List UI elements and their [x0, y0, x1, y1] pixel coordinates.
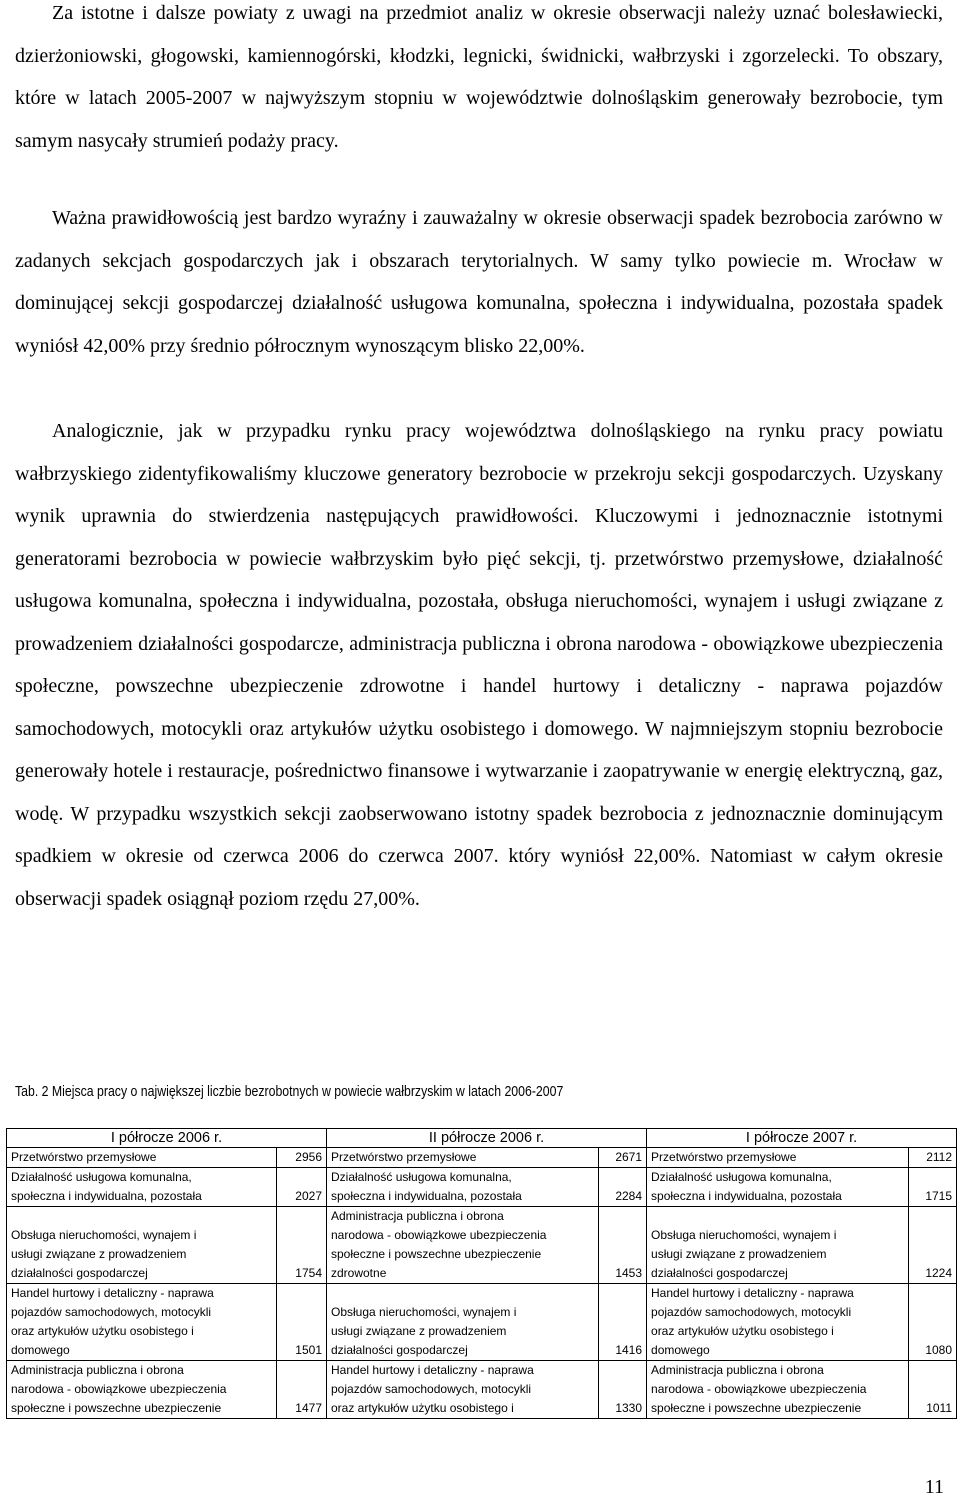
column-header: I półrocze 2007 r.	[647, 1129, 957, 1148]
table-row	[7, 1361, 957, 1419]
column-header: II półrocze 2006 r.	[327, 1129, 647, 1148]
unemployed-count-cell: 1453	[599, 1207, 647, 1284]
table-header-row	[7, 1129, 957, 1148]
sector-name-cell: Administracja publiczna i obrona narodowa - obowiązkowe ubezpieczenia społeczne i powszechne ubezpieczenie zdrowotne	[327, 1207, 599, 1284]
unemployed-count-cell: 1754	[277, 1207, 327, 1284]
unemployed-count-cell: 1330	[599, 1361, 647, 1419]
paragraph-3-text: Analogicznie, jak w przypadku rynku pracy województwa dolnośląskiego na rynku pracy powiatu wałbrzyskiego zidentyfikowaliśmy kluczowe generatory bezrobocie w przekroju sekcji gospodarczych. Uzyskany wynik uprawnia do stwierdzenia następujących prawidłowości. Kluczowymi i jednoznacznie istotnymi generatorami bezrobocia w powiecie wałbrzyskim było pięć sekcji, tj. przetwórstwo przemysłowe, działalność usługowa komunalna, społeczna i indywidualna, pozostała, obsługa nieruchomości, wynajem i usługi związane z prowadzeniem działalności gospodarcze, administracja publiczna i obrona narodowa - obowiązkowe ubezpieczenia społeczne, powszechne ubezpieczenie zdrowotne i handel hurtowy i detaliczny - naprawa pojazdów samochodowych, motocykli oraz artykułów użytku osobistego i domowego. W najmniejszym stopniu bezrobocie generowały hotele i restauracje, pośrednictwo finansowe i wytwarzanie i zaopatrywanie w energię elektryczną, gaz, wodę. W przypadku wszystkich sekcji zaobserwowano istotny spadek bezrobocia z jednoznacznie dominującym spadkiem w okresie od czerwca 2006 do czerwca 2007. który wyniósł 22,00%. Natomiast w całym okresie obserwacji spadek osiągnął poziom rzędu 27,00%.	[15, 420, 943, 910]
unemployed-count-cell: 1477	[277, 1361, 327, 1419]
unemployed-count-cell: 2027	[277, 1168, 327, 1207]
table-row	[7, 1207, 957, 1284]
sector-name-cell: Działalność usługowa komunalna, społeczna i indywidualna, pozostała	[647, 1168, 909, 1207]
sector-name-cell: Przetwórstwo przemysłowe	[7, 1148, 277, 1168]
sector-name-cell: Obsługa nieruchomości, wynajem i usługi związane z prowadzeniem działalności gospodarczej	[7, 1207, 277, 1284]
sector-name-cell: Administracja publiczna i obrona narodowa - obowiązkowe ubezpieczenia społeczne i powszechne ubezpieczenie	[7, 1361, 277, 1419]
unemployed-count-cell: 1416	[599, 1284, 647, 1361]
unemployment-table	[6, 1128, 957, 1419]
sector-name-cell: Handel hurtowy i detaliczny - naprawa pojazdów samochodowych, motocykli oraz artykułów użytku osobistego i domowego	[647, 1284, 909, 1361]
sector-name-cell: Obsługa nieruchomości, wynajem i usługi związane z prowadzeniem działalności gospodarczej	[647, 1207, 909, 1284]
unemployed-count-cell: 2112	[909, 1148, 957, 1168]
sector-name-cell: Przetwórstwo przemysłowe	[327, 1148, 599, 1168]
unemployed-count-cell: 1080	[909, 1284, 957, 1361]
unemployed-count-cell: 1501	[277, 1284, 327, 1361]
table-row	[7, 1148, 957, 1168]
sector-name-cell: Działalność usługowa komunalna, społeczna i indywidualna, pozostała	[7, 1168, 277, 1207]
paragraph-1	[15, 0, 943, 162]
table-row	[7, 1284, 957, 1361]
page-number: 11	[924, 1476, 944, 1498]
sector-name-cell: Obsługa nieruchomości, wynajem i usługi związane z prowadzeniem działalności gospodarczej	[327, 1284, 599, 1361]
unemployed-count-cell: 1224	[909, 1207, 957, 1284]
table-row	[7, 1168, 957, 1207]
sector-name-cell: Handel hurtowy i detaliczny - naprawa pojazdów samochodowych, motocykli oraz artykułów użytku osobistego i	[327, 1361, 599, 1419]
unemployed-count-cell: 1715	[909, 1168, 957, 1207]
table-caption: Tab. 2 Miejsca pracy o największej liczbie bezrobotnych w powiecie wałbrzyskim w latach 2006-2007	[15, 1083, 564, 1100]
sector-name-cell: Działalność usługowa komunalna, społeczna i indywidualna, pozostała	[327, 1168, 599, 1207]
paragraph-2	[15, 197, 943, 367]
sector-name-cell: Administracja publiczna i obrona narodowa - obowiązkowe ubezpieczenia społeczne i powszechne ubezpieczenie	[647, 1361, 909, 1419]
unemployed-count-cell: 2284	[599, 1168, 647, 1207]
paragraph-2-text: Ważna prawidłowością jest bardzo wyraźny i zauważalny w okresie obserwacji spadek bezrobocia zarówno w zadanych sekcjach gospodarczych jak i obszarach terytorialnych. W samy tylko powiecie m. Wrocław w dominującej sekcji gospodarczej działalność usługowa komunalna, społeczna i indywidualna, pozostała spadek wyniósł 42,00% przy średnio półrocznym wynoszącym blisko 22,00%.	[15, 207, 943, 357]
sector-name-cell: Przetwórstwo przemysłowe	[647, 1148, 909, 1168]
sector-name-cell: Handel hurtowy i detaliczny - naprawa pojazdów samochodowych, motocykli oraz artykułów użytku osobistego i domowego	[7, 1284, 277, 1361]
paragraph-3	[15, 410, 943, 920]
column-header: I półrocze 2006 r.	[7, 1129, 327, 1148]
unemployed-count-cell: 2956	[277, 1148, 327, 1168]
unemployed-count-cell: 1011	[909, 1361, 957, 1419]
paragraph-1-text: Za istotne i dalsze powiaty z uwagi na przedmiot analiz w okresie obserwacji należy uznać bolesławiecki, dzierżoniowski, głogowski, kamiennogórski, kłodzki, legnicki, świdnicki, wałbrzyski i zgorzelecki. To obszary, które w latach 2005-2007 w najwyższym stopniu w województwie dolnośląskim generowały bezrobocie, tym samym nasycały strumień podaży pracy.	[15, 2, 943, 152]
unemployed-count-cell: 2671	[599, 1148, 647, 1168]
